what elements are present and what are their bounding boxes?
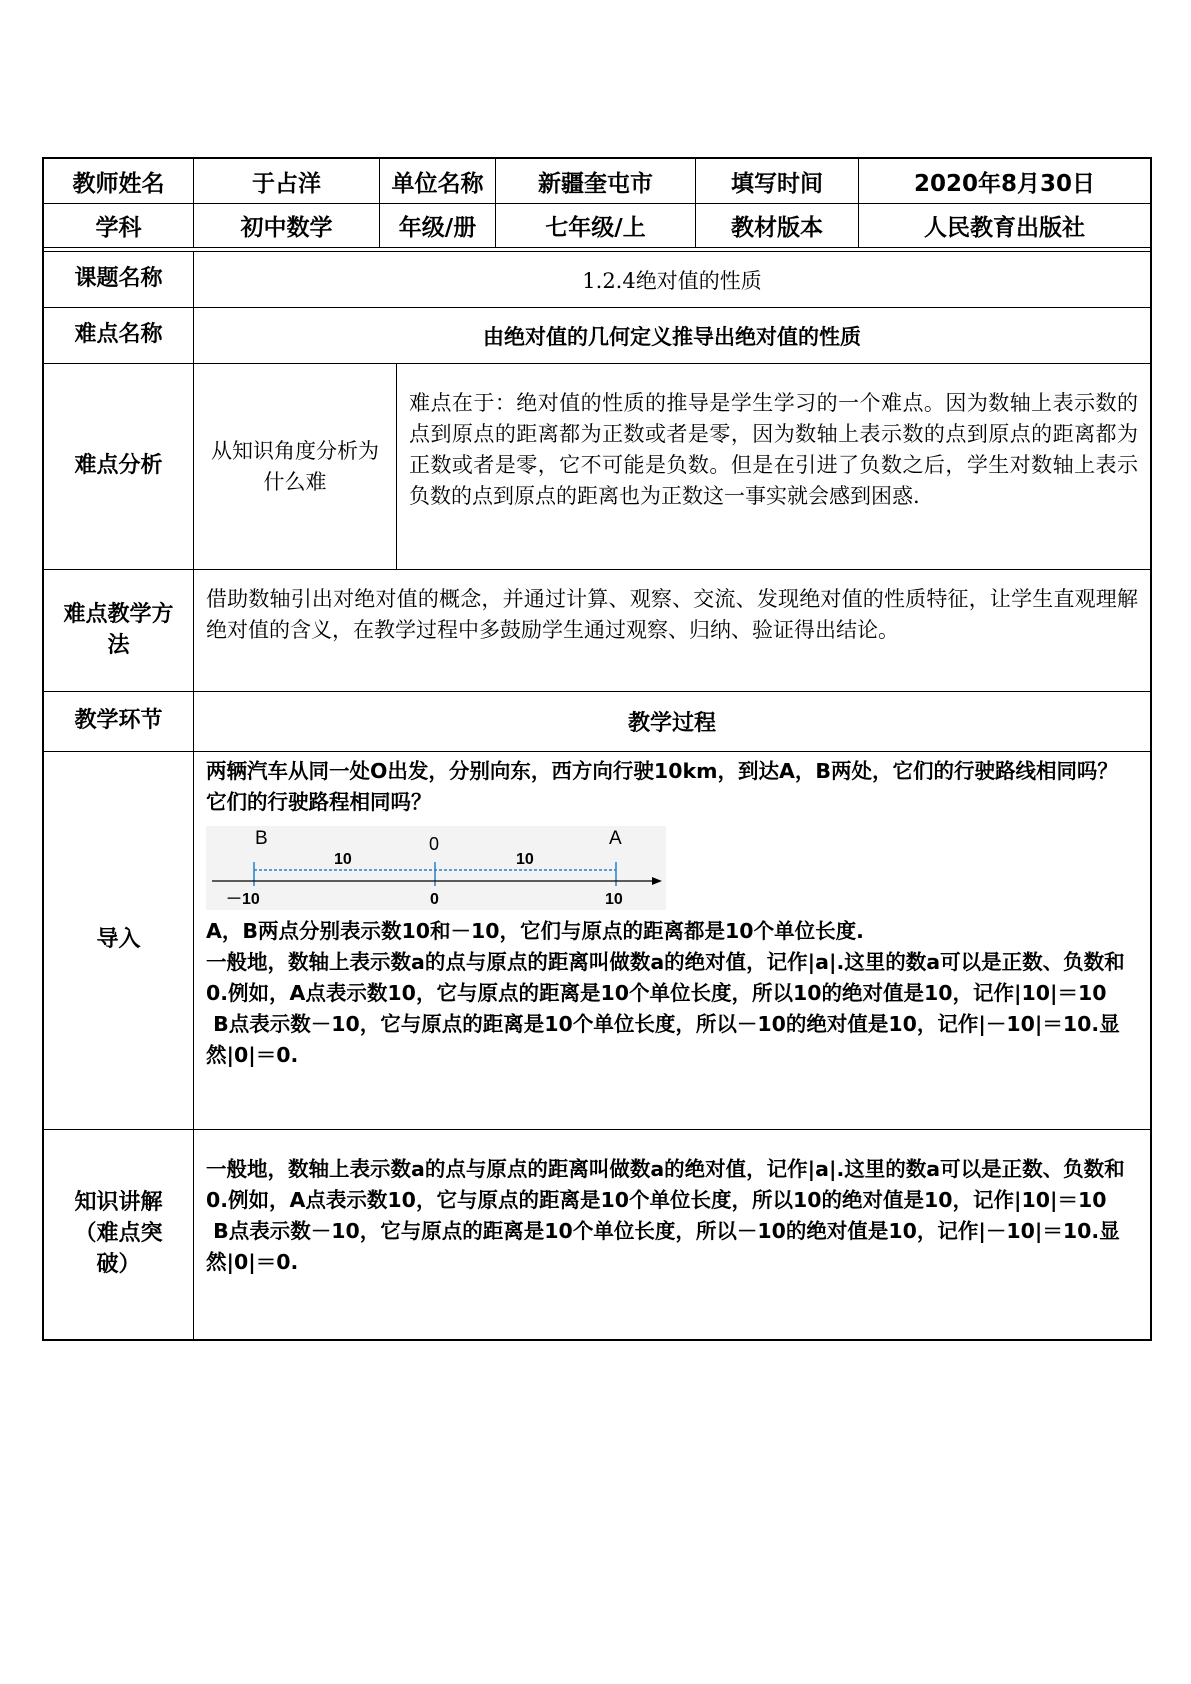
header-row-1 bbox=[44, 159, 1150, 203]
distance-left-label: 10 bbox=[334, 851, 352, 868]
point-a-label: A bbox=[609, 828, 622, 849]
date-value: 2020年8月30日 bbox=[858, 159, 1150, 203]
intro-row bbox=[44, 751, 1150, 1129]
point-b-label: B bbox=[255, 828, 268, 849]
intro-line-3: B点表示数－10，它与原点的距离是10个单位长度，所以－10的绝对值是10，记作|－10|＝10.显然|0|＝0. bbox=[206, 1012, 1120, 1067]
tick-zero-label: 0 bbox=[430, 891, 439, 908]
method-label: 难点教学方法 bbox=[63, 601, 174, 658]
method-text: 借助数轴引出对绝对值的概念，并通过计算、观察、交流、发现绝对值的性质特征，让学生直观理解绝对值的含义，在教学过程中多鼓励学生通过观察、归纳、验证得出结论。 bbox=[206, 587, 1138, 642]
analysis-sub-label: 从知识角度分析为什么难 bbox=[193, 364, 396, 569]
analysis-text: 难点在于：绝对值的性质的推导是学生学习的一个难点。因为数轴上表示数的点到原点的距离都为正数或者是零，因为数轴上表示数的点到原点的距离都为正数或者是零，它不可能是负数。但是在引进了负数之后，学生对数轴上表示负数的点到原点的距离也为正数这一事实就会感到困惑. bbox=[409, 391, 1138, 508]
intro-label: 导入 bbox=[96, 927, 141, 953]
edition-value: 人民教育出版社 bbox=[858, 204, 1150, 247]
difficulty-row bbox=[44, 307, 1150, 363]
tick-neg-label: －10 bbox=[226, 891, 260, 908]
grade-value: 七年级/上 bbox=[495, 204, 695, 247]
analysis-label: 难点分析 bbox=[74, 453, 163, 479]
knowledge-content bbox=[193, 1130, 1150, 1339]
difficulty-value: 由绝对值的几何定义推导出绝对值的性质 bbox=[193, 308, 1150, 363]
intro-line-2: 一般地，数轴上表示数a的点与原点的距离叫做数a的绝对值，记作|a|.这里的数a可以是正数、负数和0.例如，A点表示数10，它与原点的距离是10个单位长度，所以10的绝对值是10，记作|10|＝10 bbox=[206, 950, 1125, 1005]
lesson-plan-table bbox=[42, 157, 1152, 1341]
subject-label: 学科 bbox=[95, 215, 142, 241]
method-text-cell bbox=[193, 570, 1150, 691]
grade-label: 年级/册 bbox=[379, 204, 495, 247]
edition-label: 教材版本 bbox=[695, 204, 858, 247]
point-o-label: 0 bbox=[429, 834, 440, 854]
knowledge-line-1: 一般地，数轴上表示数a的点与原点的距离叫做数a的绝对值，记作|a|.这里的数a可以是正数、负数和0.例如，A点表示数10，它与原点的距离是10个单位长度，所以10的绝对值是10，记作|10|＝10 bbox=[206, 1157, 1125, 1212]
intro-line-1: A，B两点分别表示数10和－10，它们与原点的距离都是10个单位长度. bbox=[206, 919, 864, 943]
process-value: 教学过程 bbox=[193, 692, 1150, 751]
teacher-label: 教师姓名 bbox=[72, 170, 165, 197]
analysis-row bbox=[44, 363, 1150, 569]
header-row-2 bbox=[44, 203, 1150, 247]
topic-row bbox=[44, 251, 1150, 307]
knowledge-line-2: B点表示数－10，它与原点的距离是10个单位长度，所以－10的绝对值是10，记作|－10|＝10.显然|0|＝0. bbox=[206, 1219, 1120, 1274]
difficulty-label: 难点名称 bbox=[74, 322, 163, 348]
knowledge-label: 知识讲解（难点突破） bbox=[74, 1190, 163, 1277]
date-label: 填写时间 bbox=[695, 159, 858, 203]
distance-right-label: 10 bbox=[516, 851, 534, 868]
analysis-text-cell bbox=[396, 364, 1150, 569]
topic-label: 课题名称 bbox=[74, 266, 163, 292]
method-row bbox=[44, 569, 1150, 691]
process-header-row bbox=[44, 691, 1150, 751]
tick-pos-label: 10 bbox=[605, 891, 623, 908]
intro-question: 两辆汽车从同一处O出发，分别向东，西方向行驶10km，到达A，B两处，它们的行驶路线相同吗？它们的行驶路程相同吗？ bbox=[206, 759, 1118, 814]
subject-value: 初中数学 bbox=[193, 204, 379, 247]
topic-value: 1.2.4绝对值的性质 bbox=[193, 252, 1150, 307]
knowledge-row bbox=[44, 1129, 1150, 1339]
unit-label: 单位名称 bbox=[379, 159, 495, 203]
teacher-value: 于占洋 bbox=[193, 159, 379, 203]
number-line-figure bbox=[206, 826, 666, 910]
unit-value: 新疆奎屯市 bbox=[495, 159, 695, 203]
intro-content bbox=[193, 752, 1150, 1129]
process-label: 教学环节 bbox=[74, 708, 163, 734]
